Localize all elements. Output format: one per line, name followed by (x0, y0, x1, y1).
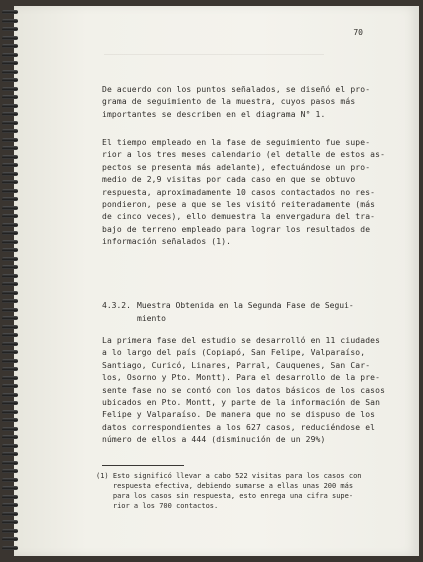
paragraph-line: información señalados (1). (102, 237, 232, 247)
paragraph-line: Santiago, Curicó, Linares, Parral, Cauquenes, San Car- (102, 360, 371, 370)
footnote-line: respuesta efectiva, debiendo sumarse a ellas unas 200 más (96, 482, 354, 491)
paragraph-line: número de ellos a 444 (disminución de un 29%) (102, 435, 326, 445)
document-page (14, 6, 419, 556)
footnote (96, 471, 401, 512)
section-title-line-2: miento (137, 313, 166, 323)
section-heading (102, 300, 382, 326)
footnote-line: (1) Esto significó llevar a cabo 522 visitas para los casos con (96, 472, 362, 480)
paragraph-line: pondieron, pese a que se les visitó reiteradamente (más (102, 199, 376, 209)
paragraph-line: respuesta, aproximadamente 10 casos contactados no res- (102, 187, 376, 197)
footnote-line: rior a los 700 contactos. (96, 502, 219, 511)
paragraph-1 (102, 84, 402, 121)
paragraph-line: grama de seguimiento de la muestra, cuyos pasos más (102, 97, 356, 107)
paragraph-line: ubicados en Pto. Montt, y parte de la información de San (102, 397, 381, 407)
paragraph-line: El tiempo empleado en la fase de seguimiento fue supe- (102, 138, 371, 147)
footnote-divider (102, 465, 184, 466)
paragraph-3 (102, 335, 402, 447)
paragraph-line: La primera fase del estudio se desarrolló en 11 ciudades (102, 336, 381, 345)
page-number: 70 (353, 28, 363, 37)
paragraph-line: sente fase no se contó con los datos básicos de los casos (102, 385, 386, 395)
paragraph-line: de cinco veces), ello demuestra la envergadura del tra- (102, 212, 376, 222)
paragraph-line: importantes se describen en el diagrama N° 1. (102, 109, 326, 119)
paragraph-line: datos correspondientes a los 627 casos, reduciéndose el (102, 422, 376, 432)
paragraph-line: pectos se presenta más adelante), efectuándose un pro- (102, 162, 371, 172)
section-number: 4.3.2. (102, 301, 131, 310)
paragraph-line: a lo largo del país (Copiapó, San Felipe, Valparaíso, (102, 348, 366, 358)
section-title-line-1: Muestra Obtenida en la Segunda Fase de Segui- (137, 301, 354, 310)
paragraph-line: rior a los tres meses calendario (el detalle de estos as- (102, 150, 386, 160)
paragraph-line: bajo de terreno empleado para lograr los resultados de (102, 224, 371, 234)
paragraph-line: medio de 2,9 visitas por cada caso en que se obtuvo (102, 175, 356, 185)
paragraph-2 (102, 137, 402, 249)
footnote-line: para los casos sin respuesta, esto enrega una cifra supe- (96, 492, 354, 501)
paragraph-line: los, Osorno y Pto. Montt). Para el desarrollo de la pre- (102, 373, 381, 383)
paragraph-line: De acuerdo con los puntos señalados, se diseñó el pro- (102, 85, 371, 94)
paragraph-line: Felipe y Valparaíso. De manera que no se dispuso de los (102, 410, 376, 420)
